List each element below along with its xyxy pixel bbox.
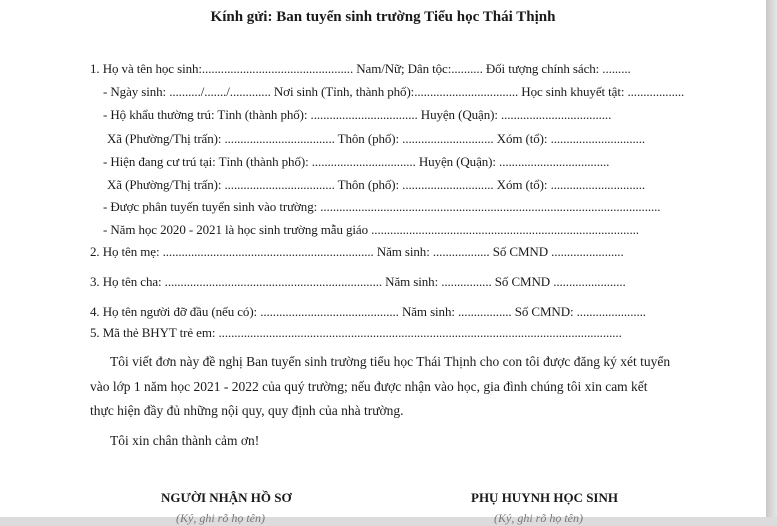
document-title: Kính gửi: Ban tuyển sinh trường Tiểu học Thái Thịnh: [210, 9, 556, 25]
form-line-insurance: 5. Mã thẻ BHYT trẻ em: ................................................................................................................................: [90, 325, 622, 340]
signature-receiver-label: NGƯỜI NHẬN HỒ SƠ: [161, 490, 292, 505]
form-line-mother: 2. Họ tên mẹ: ................................................................... Năm sinh: .................. Số CMND .......................: [90, 244, 624, 259]
form-line-permanent-address: - Hộ khẩu thường trú: Tỉnh (thành phố): .................................. Huyện (Quận): ...................................: [103, 107, 612, 122]
form-line-student-name: 1. Họ và tên học sinh:................................................ Nam/Nữ; Dân tộc:.......... Đối tượng chính sách: .........: [90, 61, 631, 76]
signature-receiver-note: (Ký, ghi rõ họ tên): [176, 511, 265, 525]
form-line-assigned-school: - Được phân tuyến tuyển sinh vào trường: ............................................................................................................: [103, 199, 661, 214]
request-paragraph-line-2: vào lớp 1 năm học 2021 - 2022 của quý trường; nếu được nhận vào học, gia đình chúng tôi xin cam kết: [90, 379, 648, 394]
form-line-permanent-commune: Xã (Phường/Thị trấn): ................................... Thôn (phố): ............................. Xóm (tổ): ..............................: [107, 131, 646, 146]
page-edge-shadow: [766, 0, 777, 517]
form-line-current-commune: Xã (Phường/Thị trấn): ................................... Thôn (phố): ............................. Xóm (tổ): ..............................: [107, 177, 646, 192]
form-line-guardian: 4. Họ tên người đỡ đầu (nếu có): ............................................ Năm sinh: ................. Số CMND: ......................: [90, 304, 646, 319]
request-paragraph-line-1: Tôi viết đơn này đề nghị Ban tuyển sinh trường tiểu học Thái Thịnh cho con tôi được đăng ký xét tuyển: [110, 354, 671, 369]
form-line-kindergarten: - Năm học 2020 - 2021 là học sinh trường mẫu giáo .....................................................................................: [103, 222, 639, 237]
signature-parent-note: (Ký, ghi rõ họ tên): [494, 511, 583, 525]
signature-parent-label: PHỤ HUYNH HỌC SINH: [471, 490, 618, 505]
form-line-birth: - Ngày sinh: ........../......./............. Nơi sinh (Tỉnh, thành phố):................................. Học sinh khuyết tật: ..................: [103, 84, 685, 99]
request-paragraph-line-3: thực hiện đầy đủ những nội quy, quy định của nhà trường.: [90, 403, 404, 418]
thanks-line: Tôi xin chân thành cảm ơn!: [110, 433, 260, 448]
form-line-father: 3. Họ tên cha: ..................................................................... Năm sinh: ................ Số CMND .......................: [90, 274, 626, 289]
form-line-current-address: - Hiện đang cư trú tại: Tỉnh (thành phố): ................................. Huyện (Quận): ...................................: [103, 154, 610, 169]
